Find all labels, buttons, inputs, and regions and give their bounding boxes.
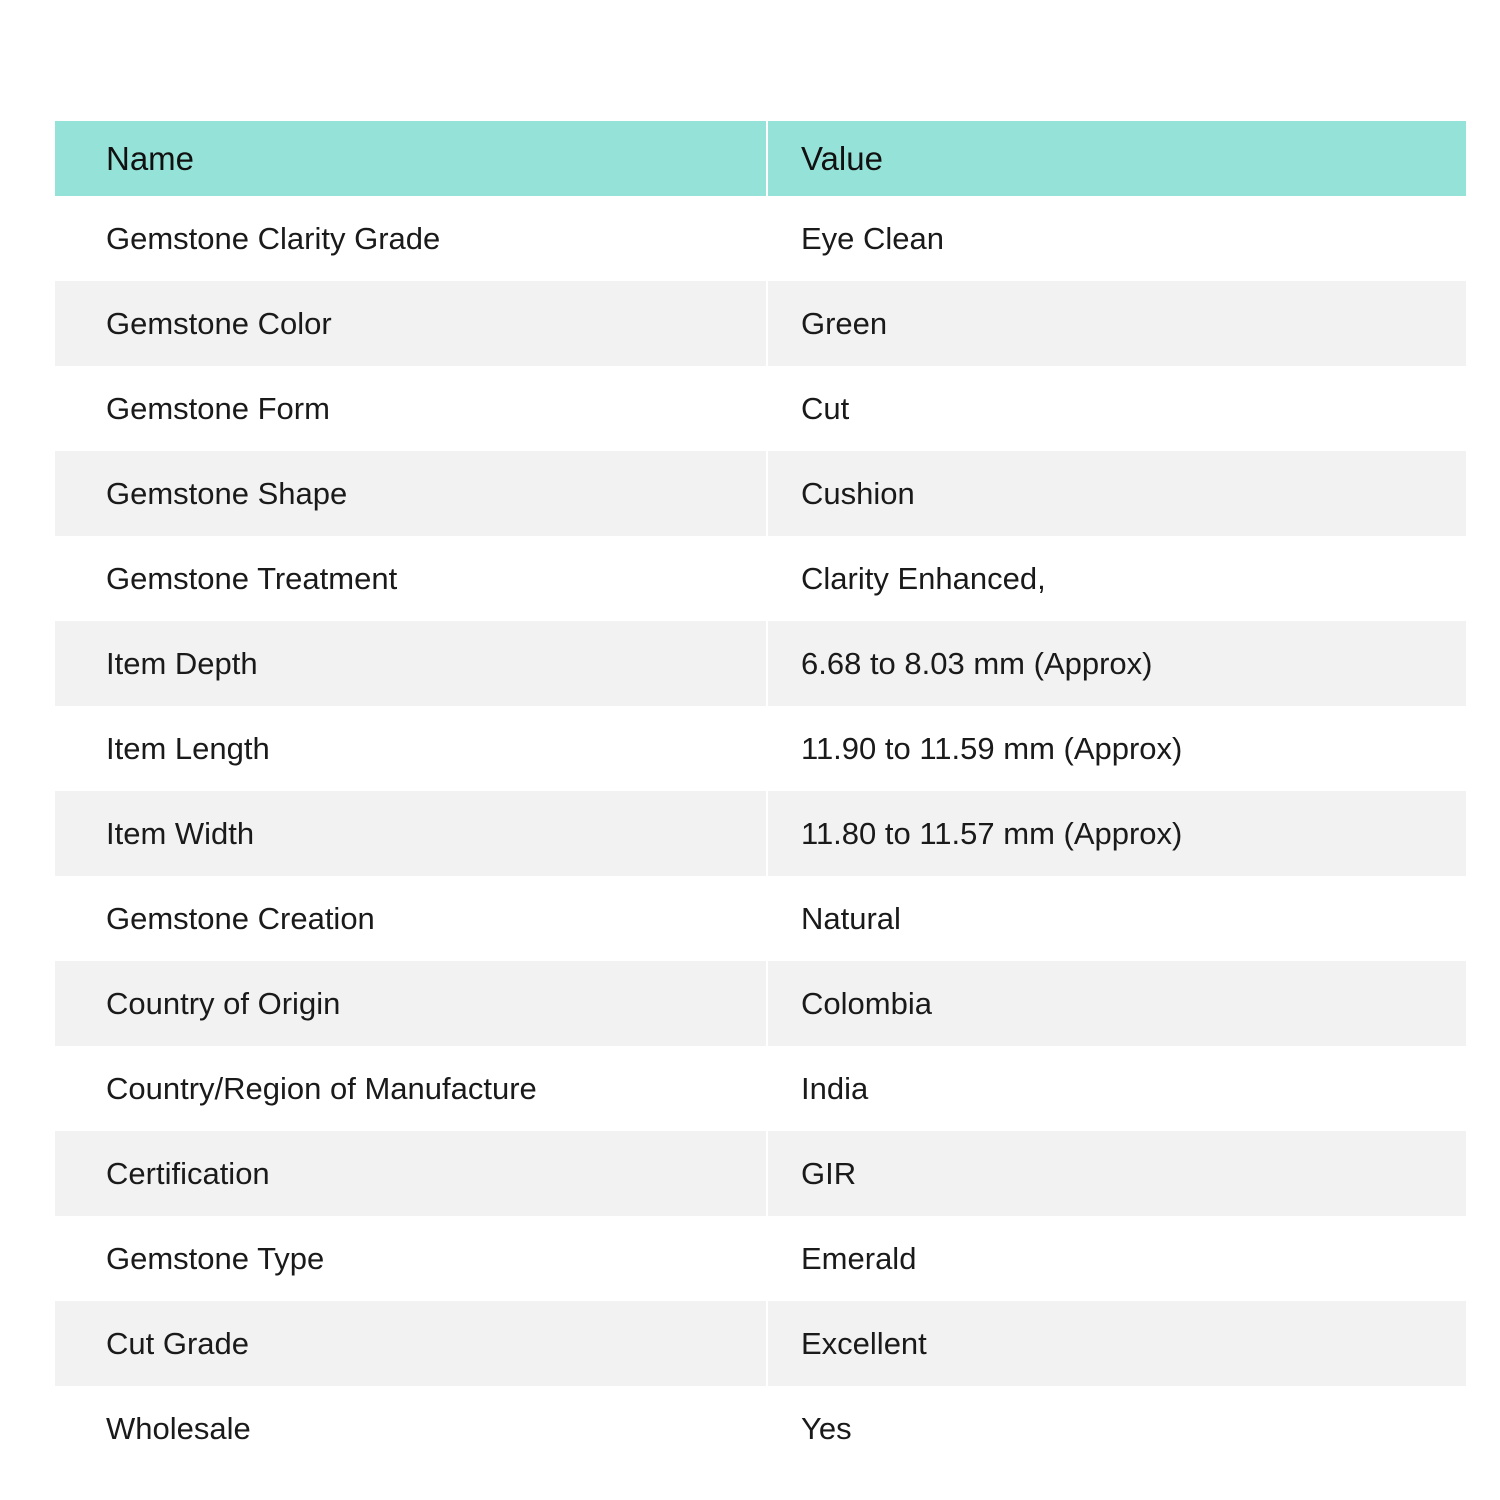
row-value: Cut: [767, 366, 1466, 451]
row-name: Certification: [55, 1131, 767, 1216]
table-row: [55, 1301, 1466, 1386]
table-row: [55, 451, 1466, 536]
table-row: [55, 791, 1466, 876]
row-value: Excellent: [767, 1301, 1466, 1386]
row-name: Gemstone Shape: [55, 451, 767, 536]
row-name: Item Width: [55, 791, 767, 876]
row-value: Cushion: [767, 451, 1466, 536]
header-value: Value: [767, 121, 1466, 196]
table-row: [55, 621, 1466, 706]
row-name: Item Depth: [55, 621, 767, 706]
table-row: [55, 281, 1466, 366]
row-value: 11.90 to 11.59 mm (Approx): [767, 706, 1466, 791]
header-row: [55, 121, 1466, 196]
row-name: Country/Region of Manufacture: [55, 1046, 767, 1131]
row-value: Emerald: [767, 1216, 1466, 1301]
table-row: [55, 961, 1466, 1046]
row-name: Gemstone Type: [55, 1216, 767, 1301]
table-body: [55, 196, 1466, 1471]
table-header: [55, 121, 1466, 196]
row-value: 11.80 to 11.57 mm (Approx): [767, 791, 1466, 876]
table-row: [55, 536, 1466, 621]
table-row: [55, 1386, 1466, 1471]
specifications-table: [55, 121, 1466, 1471]
row-value: India: [767, 1046, 1466, 1131]
row-value: Clarity Enhanced,: [767, 536, 1466, 621]
row-name: Country of Origin: [55, 961, 767, 1046]
row-value: GIR: [767, 1131, 1466, 1216]
table-row: [55, 1131, 1466, 1216]
row-name: Item Length: [55, 706, 767, 791]
row-name: Gemstone Treatment: [55, 536, 767, 621]
table-row: [55, 196, 1466, 281]
row-name: Gemstone Creation: [55, 876, 767, 961]
row-name: Gemstone Color: [55, 281, 767, 366]
row-value: 6.68 to 8.03 mm (Approx): [767, 621, 1466, 706]
row-value: Yes: [767, 1386, 1466, 1471]
row-name: Gemstone Form: [55, 366, 767, 451]
table-row: [55, 1216, 1466, 1301]
row-value: Eye Clean: [767, 196, 1466, 281]
header-name: Name: [55, 121, 767, 196]
row-value: Green: [767, 281, 1466, 366]
row-value: Natural: [767, 876, 1466, 961]
row-name: Cut Grade: [55, 1301, 767, 1386]
row-name: Wholesale: [55, 1386, 767, 1471]
table-row: [55, 1046, 1466, 1131]
table-row: [55, 366, 1466, 451]
table-row: [55, 706, 1466, 791]
row-value: Colombia: [767, 961, 1466, 1046]
row-name: Gemstone Clarity Grade: [55, 196, 767, 281]
table-row: [55, 876, 1466, 961]
